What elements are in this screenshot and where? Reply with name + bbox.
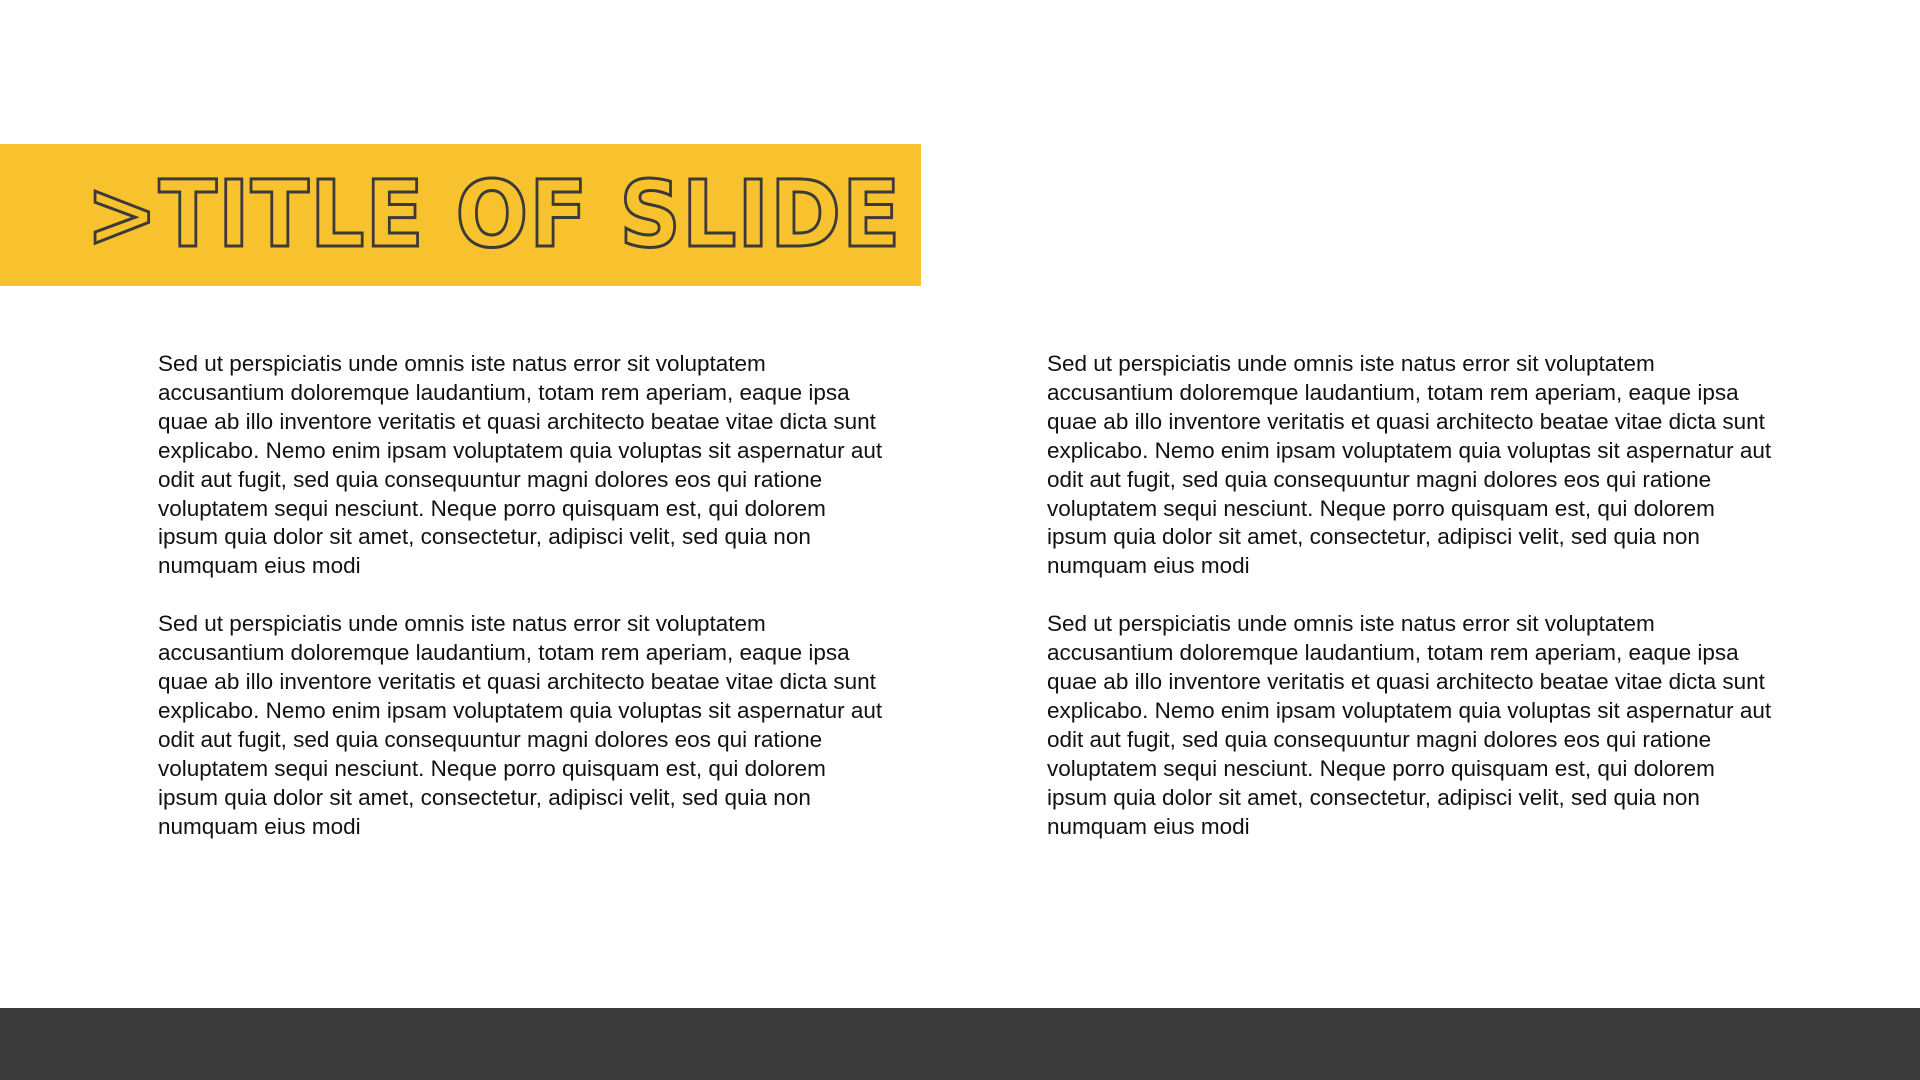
body-paragraph: Sed ut perspiciatis unde omnis iste natus error sit voluptatem accusantium doloremque laudantium, totam rem aperiam, eaque ipsa quae ab illo inventore veritatis et quasi architecto beatae vitae dicta sunt explicabo. Nemo enim ipsam voluptatem quia voluptas sit aspernatur aut odit aut fugit, sed quia consequuntur magni dolores eos qui ratione voluptatem sequi nesciunt. Neque porro quisquam est, qui dolorem ipsum quia dolor sit amet, consectetur, adipisci velit, sed quia non numquam eius modi [1047,611,1772,839]
footer-bar [0,1008,1920,1080]
body-paragraph: Sed ut perspiciatis unde omnis iste natus error sit voluptatem accusantium doloremque laudantium, totam rem aperiam, eaque ipsa quae ab illo inventore veritatis et quasi architecto beatae vitae dicta sunt explicabo. Nemo enim ipsam voluptatem quia voluptas sit aspernatur aut odit aut fugit, sed quia consequuntur magni dolores eos qui ratione voluptatem sequi nesciunt. Neque porro quisquam est, qui dolorem ipsum quia dolor sit amet, consectetur, adipisci velit, sed quia non numquam eius modi [1047,351,1772,579]
body-paragraph: Sed ut perspiciatis unde omnis iste natus error sit voluptatem accusantium doloremque laudantium, totam rem aperiam, eaque ipsa quae ab illo inventore veritatis et quasi architecto beatae vitae dicta sunt explicabo. Nemo enim ipsam voluptatem quia voluptas sit aspernatur aut odit aut fugit, sed quia consequuntur magni dolores eos qui ratione voluptatem sequi nesciunt. Neque porro quisquam est, qui dolorem ipsum quia dolor sit amet, consectetur, adipisci velit, sed quia non numquam eius modi [158,351,883,579]
slide-title: >TITLE OF SLIDE [86,161,902,268]
body-paragraph: Sed ut perspiciatis unde omnis iste natus error sit voluptatem accusantium doloremque laudantium, totam rem aperiam, eaque ipsa quae ab illo inventore veritatis et quasi architecto beatae vitae dicta sunt explicabo. Nemo enim ipsam voluptatem quia voluptas sit aspernatur aut odit aut fugit, sed quia consequuntur magni dolores eos qui ratione voluptatem sequi nesciunt. Neque porro quisquam est, qui dolorem ipsum quia dolor sit amet, consectetur, adipisci velit, sed quia non numquam eius modi [158,611,883,839]
text-column-left [158,350,888,871]
text-column-right [1047,350,1777,871]
